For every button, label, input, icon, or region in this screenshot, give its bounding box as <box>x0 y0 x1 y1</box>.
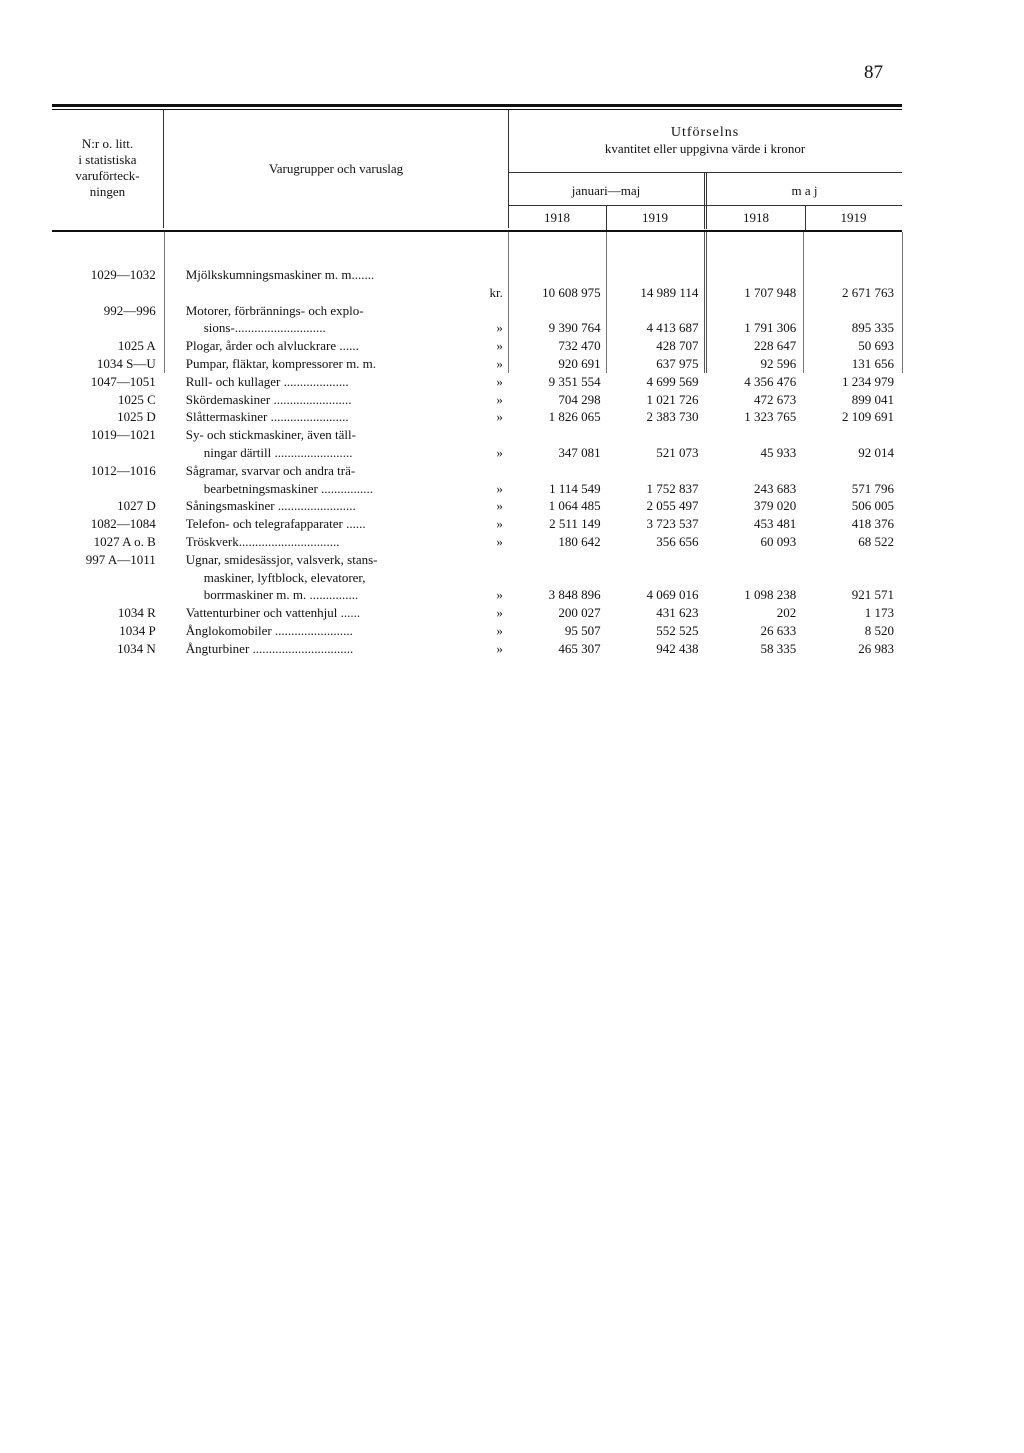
row-name-line: maskiner, lyftblock, elevatorer, <box>203 569 366 585</box>
row-name-line: Mjölkskumningsmaskiner m. m....... <box>185 267 375 282</box>
row-unit: » <box>496 622 503 638</box>
row-value: 2 055 497 <box>646 498 699 514</box>
row-name <box>164 604 463 622</box>
column-divider <box>704 232 707 373</box>
row-code: 1025 D <box>117 409 156 425</box>
column-divider <box>164 232 165 373</box>
row-value: 4 413 687 <box>646 320 699 336</box>
table-row <box>52 391 902 409</box>
row-name <box>164 426 463 444</box>
header-number-column <box>52 110 164 228</box>
row-unit: » <box>496 444 503 460</box>
row-value: 2 383 730 <box>646 409 699 425</box>
row-unit: » <box>496 480 503 496</box>
row-value <box>804 569 902 587</box>
row-name-line: bearbetningsmaskiner ................ <box>203 480 374 496</box>
row-unit: » <box>496 391 503 407</box>
row-unit: » <box>496 533 503 549</box>
row-name <box>164 480 463 498</box>
row-value <box>609 569 707 587</box>
row-value: 9 390 764 <box>548 320 601 336</box>
row-unit: » <box>496 409 503 425</box>
header-period-may: m a j <box>791 183 818 198</box>
row-code: 1047—1051 <box>90 373 156 389</box>
row-value: 180 642 <box>558 533 601 549</box>
header-year: 1919 <box>642 210 668 225</box>
row-name-line: Ångturbiner ............................... <box>185 640 354 656</box>
row-value: 920 691 <box>558 355 601 371</box>
row-code <box>52 319 164 337</box>
row-code: 1082—1084 <box>90 516 156 532</box>
row-name <box>164 337 463 355</box>
table-row <box>52 266 902 284</box>
row-value <box>609 426 707 444</box>
row-name <box>164 391 463 409</box>
row-unit: » <box>496 373 503 389</box>
row-value: 895 335 <box>851 320 894 336</box>
row-value: 243 683 <box>753 480 797 496</box>
row-value: 428 707 <box>656 338 699 354</box>
table-row <box>52 337 902 355</box>
row-name <box>164 319 463 337</box>
row-value: 92 596 <box>760 355 797 371</box>
page-number: 87 <box>864 62 883 83</box>
row-name-line: Såningsmaskiner ........................ <box>185 498 356 514</box>
row-name <box>164 284 463 302</box>
row-value: 9 351 554 <box>548 373 601 389</box>
header-number-label-line: i statistiska <box>78 152 137 167</box>
row-value: 26 983 <box>858 640 894 656</box>
row-value: 92 014 <box>858 444 894 460</box>
row-code: 1034 R <box>117 605 156 621</box>
row-value: 465 307 <box>558 640 601 656</box>
row-unit <box>463 462 511 480</box>
table-row <box>52 622 902 640</box>
header-values-title: Utförselns <box>670 125 740 140</box>
table-row <box>52 302 902 320</box>
row-code: 992—996 <box>103 302 156 318</box>
row-value: 26 633 <box>760 622 797 638</box>
header-values-subtitle: kvantitet eller uppgivna värde i kronor <box>604 141 806 156</box>
row-value: 1 098 238 <box>744 587 797 603</box>
row-value: 202 <box>776 605 797 621</box>
row-value: 3 848 896 <box>548 587 601 603</box>
row-name <box>164 551 463 569</box>
row-code: 1025 A <box>117 338 156 354</box>
row-value: 3 723 537 <box>646 516 699 532</box>
table-row <box>52 480 902 498</box>
row-code <box>52 444 164 462</box>
row-value: 379 020 <box>753 498 797 514</box>
row-name-line: Rull- och kullager .................... <box>185 373 349 389</box>
table-row <box>52 604 902 622</box>
row-value: 1 826 065 <box>548 409 601 425</box>
table-row <box>52 284 902 302</box>
row-value: 921 571 <box>851 587 894 603</box>
row-unit <box>463 569 511 587</box>
row-code: 1019—1021 <box>90 427 156 443</box>
table-row <box>52 569 902 587</box>
row-name-line: Pumpar, fläktar, kompressorer m. m. <box>185 355 377 371</box>
row-value: 131 656 <box>851 355 894 371</box>
row-name <box>164 266 463 284</box>
row-value: 453 481 <box>753 516 797 532</box>
row-value <box>511 266 609 284</box>
row-value: 704 298 <box>558 391 601 407</box>
row-unit: » <box>496 498 503 514</box>
row-value <box>511 569 609 587</box>
column-divider <box>902 232 903 373</box>
row-name <box>164 622 463 640</box>
table-row <box>52 355 902 373</box>
row-value: 68 522 <box>858 533 894 549</box>
table-body <box>52 266 902 658</box>
row-value: 60 093 <box>760 533 797 549</box>
header-years <box>508 205 902 230</box>
table-row <box>52 373 902 391</box>
row-value: 732 470 <box>558 338 601 354</box>
row-name <box>164 497 463 515</box>
row-code <box>52 569 164 587</box>
row-value <box>804 462 902 480</box>
row-unit: » <box>496 338 503 354</box>
row-value: 552 525 <box>656 622 699 638</box>
row-value: 1 752 837 <box>646 480 699 496</box>
row-value: 10 608 975 <box>542 284 601 300</box>
row-unit: » <box>496 516 503 532</box>
row-name <box>164 569 463 587</box>
header-period-jan-may: januari—maj <box>571 183 641 198</box>
row-value <box>609 266 707 284</box>
row-name-line: sions-............................ <box>203 320 326 336</box>
row-name-line: Motorer, förbrännings- och explo- <box>185 302 364 318</box>
row-value: 1 234 979 <box>841 373 894 389</box>
row-value: 228 647 <box>753 338 797 354</box>
row-value: 4 069 016 <box>646 587 699 603</box>
row-code: 997 A—1011 <box>85 551 156 567</box>
row-name <box>164 515 463 533</box>
row-code <box>52 284 164 302</box>
row-name <box>164 533 463 551</box>
row-value: 431 623 <box>656 605 699 621</box>
row-name <box>164 586 463 604</box>
table-header <box>52 110 902 230</box>
row-value: 2 511 149 <box>549 516 601 532</box>
row-code: 1034 S—U <box>96 355 156 371</box>
table-row <box>52 515 902 533</box>
table-row <box>52 586 902 604</box>
row-code <box>52 586 164 604</box>
row-name-line: Vattenturbiner och vattenhjul ...... <box>185 605 361 621</box>
table-row <box>52 497 902 515</box>
row-name-line: Ugnar, smidesässjor, valsverk, stans- <box>185 551 378 567</box>
header-year: 1918 <box>544 210 570 225</box>
column-divider <box>508 232 509 373</box>
row-value: 8 520 <box>864 622 894 638</box>
row-value <box>706 266 804 284</box>
row-value <box>511 551 609 569</box>
table-row <box>52 444 902 462</box>
header-bottom-rule <box>52 230 902 232</box>
statistics-table <box>52 104 902 658</box>
row-value: 418 376 <box>851 516 894 532</box>
row-value: 1 707 948 <box>744 284 797 300</box>
row-unit: » <box>496 587 503 603</box>
row-code: 1027 A o. B <box>93 533 156 549</box>
row-value: 50 693 <box>858 338 894 354</box>
row-value <box>706 569 804 587</box>
column-divider <box>803 232 804 373</box>
row-name-line: Skördemaskiner ........................ <box>185 391 352 407</box>
row-value: 899 041 <box>851 391 894 407</box>
row-unit <box>463 551 511 569</box>
row-value <box>804 426 902 444</box>
row-unit: » <box>496 355 503 371</box>
row-value: 637 975 <box>656 355 699 371</box>
row-value: 4 356 476 <box>744 373 797 389</box>
row-value: 1 323 765 <box>744 409 797 425</box>
table-row <box>52 640 902 658</box>
row-value: 4 699 569 <box>646 373 699 389</box>
row-value <box>706 462 804 480</box>
row-unit: » <box>496 640 503 656</box>
row-name <box>164 302 463 320</box>
row-value <box>609 551 707 569</box>
row-value <box>804 551 902 569</box>
row-value <box>706 426 804 444</box>
row-value: 347 081 <box>558 444 601 460</box>
row-value <box>609 462 707 480</box>
row-value: 95 507 <box>564 622 601 638</box>
column-divider <box>606 232 607 373</box>
row-name-line: borrmaskiner m. m. ............... <box>203 587 359 603</box>
row-unit: » <box>496 320 503 336</box>
row-code: 1025 C <box>117 391 156 407</box>
table-row <box>52 426 902 444</box>
top-rule <box>52 104 902 107</box>
row-value: 356 656 <box>656 533 699 549</box>
table-row <box>52 319 902 337</box>
row-value: 472 673 <box>753 391 797 407</box>
row-name <box>164 373 463 391</box>
row-unit <box>463 302 511 320</box>
row-code: 1034 N <box>117 640 156 656</box>
row-value: 1 173 <box>864 605 894 621</box>
row-value: 506 005 <box>851 498 894 514</box>
row-name <box>164 462 463 480</box>
header-group-label: Varugrupper och varuslag <box>268 161 404 176</box>
row-unit: kr. <box>489 284 503 300</box>
row-unit <box>463 266 511 284</box>
row-value: 2 671 763 <box>841 284 894 300</box>
row-value: 45 933 <box>760 444 797 460</box>
row-code <box>52 480 164 498</box>
row-value: 521 073 <box>656 444 699 460</box>
row-code: 1034 P <box>119 622 156 638</box>
header-number-label-line: varuförteck- <box>75 168 140 183</box>
row-name <box>164 408 463 426</box>
row-name-line <box>186 285 204 300</box>
row-value: 571 796 <box>851 480 894 496</box>
row-name-line: Telefon- och telegrafapparater ...... <box>185 516 366 532</box>
header-number-label-line: ningen <box>89 184 126 199</box>
table-row <box>52 462 902 480</box>
row-value: 1 064 485 <box>548 498 601 514</box>
row-value <box>511 462 609 480</box>
row-name-line: Sågramar, svarvar och andra trä- <box>185 462 356 478</box>
row-value <box>511 302 609 320</box>
header-year: 1918 <box>743 210 769 225</box>
row-value: 14 989 114 <box>640 284 699 300</box>
row-name-line: Slåttermaskiner ........................ <box>185 409 349 425</box>
row-name-line: Plogar, årder och alvluckrare ...... <box>185 338 359 354</box>
row-code: 1029—1032 <box>90 267 156 282</box>
row-code: 1027 D <box>117 498 156 514</box>
header-year: 1919 <box>840 210 867 225</box>
row-unit <box>463 426 511 444</box>
row-value: 1 021 726 <box>646 391 699 407</box>
row-name-line: Sy- och stickmaskiner, även täll- <box>185 427 356 443</box>
table-row <box>52 408 902 426</box>
row-value <box>706 551 804 569</box>
table-row <box>52 533 902 551</box>
header-values-column <box>508 110 902 228</box>
row-value: 942 438 <box>656 640 699 656</box>
row-value <box>609 302 707 320</box>
row-value <box>804 266 902 284</box>
table-row <box>52 551 902 569</box>
row-value <box>804 302 902 320</box>
row-name <box>164 640 463 658</box>
row-value <box>511 426 609 444</box>
header-number-label-line: N:r o. litt. <box>81 136 134 151</box>
row-value: 2 109 691 <box>841 409 894 425</box>
row-name <box>164 355 463 373</box>
row-value <box>706 302 804 320</box>
row-value: 1 114 549 <box>549 480 601 496</box>
row-code: 1012—1016 <box>90 462 156 478</box>
header-periods <box>508 172 902 229</box>
row-value: 1 791 306 <box>744 320 797 336</box>
row-name-line: Ånglokomobiler ........................ <box>185 622 353 638</box>
row-value: 58 335 <box>760 640 797 656</box>
row-name <box>164 444 463 462</box>
row-name-line: Tröskverk............................... <box>185 533 340 549</box>
row-value: 200 027 <box>558 605 601 621</box>
header-group-column <box>164 110 509 228</box>
row-name-line: ningar därtill ........................ <box>203 444 353 460</box>
row-unit: » <box>496 605 503 621</box>
